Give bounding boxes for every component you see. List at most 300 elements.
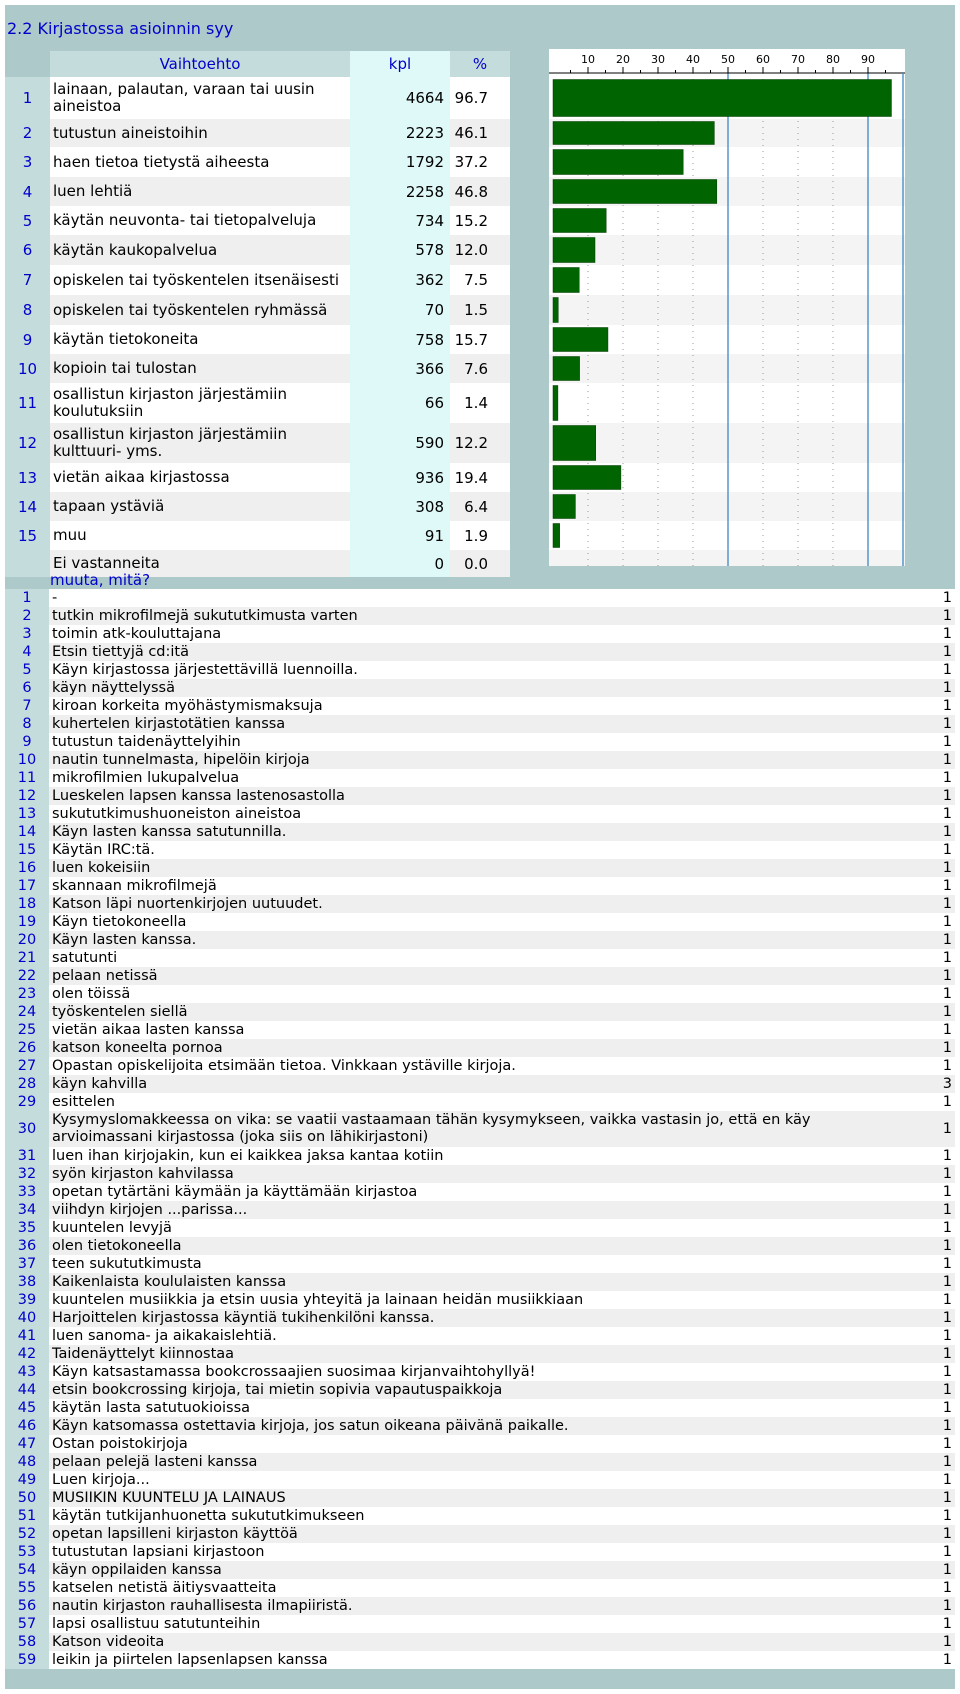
list-item	[5, 1597, 955, 1615]
list-item	[5, 985, 955, 1003]
chart-row-band	[549, 354, 905, 383]
list-item-count: 1	[942, 1400, 952, 1416]
list-item-count: 1	[942, 860, 952, 876]
list-item-count: 1	[942, 1166, 952, 1182]
list-item-text: käyn oppilaiden kanssa	[52, 1562, 222, 1578]
list-item-number: 40	[5, 1309, 49, 1327]
list-item-count: 1	[942, 1454, 952, 1470]
list-item-count: 1	[942, 1256, 952, 1272]
list-item-text: Kysymyslomakkeessa on vika: se vaatii vastaamaan tähän kysymykseen, vaikka vastasin jo, että en käy arvioimassani kirjastossa (joka siis on lähikirjastoni)	[52, 1112, 811, 1145]
list-item-count: 1	[942, 1436, 952, 1452]
list-item-text: olen tietokoneella	[52, 1238, 182, 1254]
list-item-count: 1	[942, 734, 952, 750]
chart-tick-label: 40	[686, 53, 700, 66]
list-item	[5, 1039, 955, 1057]
list-item-text: kuhertelen kirjastotätien kanssa	[52, 716, 286, 732]
row-percent: 15.7	[454, 330, 488, 349]
row-label: käytän tietokoneita	[53, 330, 199, 348]
list-item-text: esittelen	[52, 1094, 115, 1110]
bar-chart	[549, 49, 905, 566]
list-item-text: luen ihan kirjojakin, kun ei kaikkea jaksa kantaa kotiin	[52, 1148, 444, 1164]
list-item-count: 1	[942, 662, 952, 678]
list-item-number: 10	[5, 751, 49, 769]
row-count: 590	[350, 423, 450, 463]
list-item-text: nautin kirjaston rauhallisesta ilmapiiristä.	[52, 1598, 353, 1614]
list-item-number: 43	[5, 1363, 49, 1381]
row-number: 1	[5, 77, 50, 119]
row-percent: 96.7	[454, 89, 488, 107]
list-item-number: 53	[5, 1543, 49, 1561]
list-item-text: satutunti	[52, 950, 118, 966]
list-item-count: 1	[942, 1598, 952, 1614]
list-item	[5, 1327, 955, 1345]
list-item-number: 13	[5, 805, 49, 823]
list-item	[5, 1543, 955, 1561]
chart-bar	[553, 238, 595, 263]
list-item-number: 19	[5, 913, 49, 931]
list-item-text: Käyn lasten kanssa satutunnilla.	[52, 824, 287, 840]
chart-row-band	[549, 492, 905, 521]
header-percent: %	[450, 51, 510, 77]
list-item	[5, 769, 955, 787]
list-item-number: 18	[5, 895, 49, 913]
list-item-text: mikrofilmien lukupalvelua	[52, 770, 240, 786]
row-percent: 12.2	[454, 434, 488, 452]
list-item-number: 48	[5, 1453, 49, 1471]
list-item	[5, 877, 955, 895]
list-item-number: 17	[5, 877, 49, 895]
chart-bar	[553, 209, 606, 233]
list-item-text: Etsin tiettyjä cd:itä	[52, 644, 189, 660]
chart-bar	[553, 357, 580, 381]
list-item-count: 1	[942, 806, 952, 822]
list-item-count: 1	[942, 896, 952, 912]
list-item	[5, 1219, 955, 1237]
list-item-count: 1	[942, 914, 952, 930]
row-label: osallistun kirjaston järjestämiin koulutuksiin	[53, 385, 287, 420]
list-item-count: 1	[942, 932, 952, 948]
list-item	[5, 949, 955, 967]
row-label: haen tietoa tietystä aiheesta	[53, 152, 270, 171]
row-count: 4664	[350, 77, 450, 119]
list-item-count: 1	[942, 1544, 952, 1560]
header-option: Vaihtoehto	[50, 51, 350, 77]
list-item	[5, 1165, 955, 1183]
chart-tick-label: 30	[651, 53, 665, 66]
list-item-count: 1	[942, 752, 952, 768]
list-item-text: katson koneelta pornoa	[52, 1040, 223, 1056]
list-item-number: 36	[5, 1237, 49, 1255]
list-item-count: 1	[942, 626, 952, 642]
page-title: 2.2 Kirjastossa asioinnin syy	[7, 19, 234, 38]
list-item-text: kuuntelen levyjä	[52, 1220, 172, 1236]
list-item-count: 1	[942, 680, 952, 696]
list-item-count: 1	[942, 1364, 952, 1380]
list-item-count: 1	[942, 698, 952, 714]
list-item	[5, 625, 955, 643]
row-count: 2223	[350, 119, 450, 147]
list-item-text: Lueskelen lapsen kanssa lastenosastolla	[52, 788, 345, 804]
list-item-text: luen sanoma- ja aikakaislehtiä.	[52, 1328, 277, 1344]
list-item-count: 1	[942, 788, 952, 804]
list-item-number: 27	[5, 1057, 49, 1075]
list-item	[5, 715, 955, 733]
row-label: opiskelen tai työskentelen itsenäisesti	[53, 270, 340, 289]
row-count: 2258	[350, 177, 450, 206]
list-item-text: etsin bookcrossing kirjoja, tai mietin sopivia vapautuspaikkoja	[52, 1382, 503, 1398]
chart-row-band	[549, 423, 905, 463]
row-percent: 37.2	[454, 153, 488, 171]
list-item	[5, 913, 955, 931]
list-item-count: 1	[942, 1418, 952, 1434]
row-number: 13	[5, 463, 50, 492]
list-item	[5, 931, 955, 949]
list-item	[5, 607, 955, 625]
chart-tick-label: 70	[791, 53, 805, 66]
list-item	[5, 1183, 955, 1201]
list-item-text: syön kirjaston kahvilassa	[52, 1166, 234, 1182]
row-percent: 1.4	[464, 394, 488, 412]
list-item-count: 1	[942, 1094, 952, 1110]
list-item-number: 28	[5, 1075, 49, 1093]
list-item	[5, 1471, 955, 1489]
list-item	[5, 1525, 955, 1543]
chart-tick-label: 50	[721, 53, 735, 66]
list-item-text: opetan tytärtäni käymään ja käyttämään kirjastoa	[52, 1184, 418, 1200]
list-item	[5, 1057, 955, 1075]
list-item-text: olen töissä	[52, 986, 131, 1002]
list-item-count: 1	[942, 878, 952, 894]
list-item-text: Käyn lasten kanssa.	[52, 932, 197, 948]
list-item-text: Käytän IRC:tä.	[52, 842, 155, 858]
list-item-number: 14	[5, 823, 49, 841]
list-item-count: 3	[942, 1076, 952, 1092]
list-item-count: 1	[942, 1274, 952, 1290]
list-item-count: 1	[942, 1382, 952, 1398]
list-item-number: 12	[5, 787, 49, 805]
list-item-text: viihdyn kirjojen ...parissa...	[52, 1202, 248, 1218]
row-percent: 0.0	[464, 554, 488, 573]
list-item-text: työskentelen siellä	[52, 1004, 188, 1020]
list-item-text: opetan lapsilleni kirjaston käyttöä	[52, 1526, 298, 1542]
row-count: 66	[350, 383, 450, 423]
list-item	[5, 859, 955, 877]
list-item-number: 59	[5, 1651, 49, 1669]
list-item-number: 20	[5, 931, 49, 949]
list-item-count: 1	[942, 1004, 952, 1020]
chart-row-band	[549, 295, 905, 325]
list-item-text: Ostan poistokirjoja	[52, 1436, 188, 1452]
chart-bar	[553, 180, 717, 204]
list-item-number: 54	[5, 1561, 49, 1579]
chart-bar	[553, 495, 575, 519]
list-item-number: 39	[5, 1291, 49, 1309]
row-percent: 1.5	[464, 301, 488, 319]
list-item	[5, 1489, 955, 1507]
list-item-text: -	[52, 590, 58, 606]
list-item-count: 1	[942, 608, 952, 624]
list-item	[5, 1147, 955, 1165]
row-number: 12	[5, 423, 50, 463]
list-item	[5, 1003, 955, 1021]
row-number: 15	[5, 521, 50, 550]
row-label: lainaan, palautan, varaan tai uusin aineistoa	[53, 80, 315, 115]
list-item	[5, 1615, 955, 1633]
row-count: 366	[350, 354, 450, 383]
list-item-count: 1	[942, 1220, 952, 1236]
list-item-count: 1	[942, 1634, 952, 1650]
list-item-count: 1	[942, 1310, 952, 1326]
list-item-number: 38	[5, 1273, 49, 1291]
list-item-number: 4	[5, 643, 49, 661]
list-item	[5, 787, 955, 805]
list-item-number: 15	[5, 841, 49, 859]
list-item-number: 30	[5, 1111, 49, 1147]
header-count: kpl	[350, 51, 450, 77]
list-item-text: katselen netistä äitiysvaatteita	[52, 1580, 277, 1596]
list-item-count: 1	[942, 644, 952, 660]
row-number: 9	[5, 325, 50, 354]
list-item	[5, 1291, 955, 1309]
list-item-count: 1	[942, 1238, 952, 1254]
list-item-text: Käyn katsomassa ostettavia kirjoja, jos satun oikeana päivänä paikalle.	[52, 1418, 569, 1434]
list-item-count: 1	[942, 1472, 952, 1488]
chart-bar	[553, 122, 714, 145]
list-item-text: Katson videoita	[52, 1634, 165, 1650]
list-item	[5, 1435, 955, 1453]
list-item-number: 51	[5, 1507, 49, 1525]
list-item-number: 44	[5, 1381, 49, 1399]
list-item	[5, 1453, 955, 1471]
list-item-number: 9	[5, 733, 49, 751]
list-item-number: 24	[5, 1003, 49, 1021]
row-count: 578	[350, 235, 450, 265]
chart-row-band	[549, 383, 905, 423]
row-label: tutustun aineistoihin	[53, 123, 208, 142]
chart-row-band	[549, 550, 905, 566]
list-item	[5, 1381, 955, 1399]
list-item-count: 1	[942, 590, 952, 606]
list-item-count: 1	[942, 1346, 952, 1362]
list-item-text: vietän aikaa lasten kanssa	[52, 1022, 245, 1038]
list-item-count: 1	[942, 1202, 952, 1218]
list-item-number: 33	[5, 1183, 49, 1201]
list-item	[5, 1237, 955, 1255]
other-section-title: muuta, mitä?	[50, 571, 151, 589]
list-item	[5, 1579, 955, 1597]
list-item-text: nautin tunnelmasta, hipelöin kirjoja	[52, 752, 310, 768]
chart-tick-label: 90	[861, 53, 875, 66]
chart-bar	[553, 150, 683, 175]
chart-row-band	[549, 521, 905, 550]
row-number: 2	[5, 119, 50, 147]
list-item-count: 1	[942, 1580, 952, 1596]
list-item-count: 1	[942, 1292, 952, 1308]
list-item	[5, 1651, 955, 1669]
list-item	[5, 679, 955, 697]
list-item	[5, 643, 955, 661]
list-item-count: 1	[942, 1490, 952, 1506]
row-label: opiskelen tai työskentelen ryhmässä	[53, 300, 328, 319]
row-count: 936	[350, 463, 450, 492]
list-item	[5, 841, 955, 859]
chart-bar	[553, 524, 560, 548]
row-percent: 7.6	[464, 359, 488, 378]
list-item-text: kuuntelen musiikkia ja etsin uusia yhteyitä ja lainaan heidän musiikkiaan	[52, 1292, 584, 1308]
list-item-number: 26	[5, 1039, 49, 1057]
chart-bar	[553, 466, 621, 490]
list-item-number: 29	[5, 1093, 49, 1111]
list-item	[5, 1093, 955, 1111]
chart-bar	[553, 328, 608, 352]
list-item	[5, 1345, 955, 1363]
list-item-text: Taidenäyttelyt kiinnostaa	[52, 1346, 235, 1362]
row-number: 11	[5, 383, 50, 423]
list-item-count: 1	[942, 1526, 952, 1542]
chart-tick-label: 10	[581, 53, 595, 66]
list-item-count: 1	[942, 1148, 952, 1164]
list-item-text: toimin atk-kouluttajana	[52, 626, 222, 642]
list-item-text: lapsi osallistuu satutunteihin	[52, 1616, 261, 1632]
list-item-text: leikin ja piirtelen lapsenlapsen kanssa	[52, 1652, 328, 1668]
row-percent: 15.2	[454, 211, 488, 230]
list-item-text: Käyn tietokoneella	[52, 914, 187, 930]
row-label: vietän aikaa kirjastossa	[53, 468, 230, 486]
row-count: 734	[350, 206, 450, 235]
row-percent: 46.1	[454, 124, 488, 142]
list-item	[5, 733, 955, 751]
row-number: 5	[5, 206, 50, 235]
list-item-number: 6	[5, 679, 49, 697]
list-item-number: 32	[5, 1165, 49, 1183]
list-item-number: 52	[5, 1525, 49, 1543]
list-item-number: 56	[5, 1597, 49, 1615]
row-label: osallistun kirjaston järjestämiin kulttuuri- yms.	[53, 425, 287, 460]
row-count: 91	[350, 521, 450, 550]
row-number: 14	[5, 492, 50, 521]
list-item-number: 45	[5, 1399, 49, 1417]
list-item-number: 42	[5, 1345, 49, 1363]
list-item	[5, 1075, 955, 1093]
list-item-number: 2	[5, 607, 49, 625]
list-item-count: 1	[942, 1508, 952, 1524]
list-item	[5, 589, 955, 607]
chart-tick-label: 60	[756, 53, 770, 66]
list-item-text: skannaan mikrofilmejä	[52, 878, 217, 894]
list-item-text: sukututkimushuoneiston aineistoa	[52, 806, 302, 822]
list-item	[5, 967, 955, 985]
chart-tick-label: 80	[826, 53, 840, 66]
row-number: 10	[5, 354, 50, 383]
chart-tick-label: 20	[616, 53, 630, 66]
list-item	[5, 1309, 955, 1327]
row-number: 7	[5, 265, 50, 295]
list-item-text: Luen kirjoja...	[52, 1472, 150, 1488]
list-item-number: 34	[5, 1201, 49, 1219]
row-label: käytän kaukopalvelua	[53, 240, 218, 259]
list-item-count: 1	[942, 986, 952, 1002]
list-item	[5, 1201, 955, 1219]
list-item-number: 11	[5, 769, 49, 787]
list-item-number: 31	[5, 1147, 49, 1165]
row-number	[5, 550, 50, 577]
chart-bar	[553, 268, 579, 293]
row-label: muu	[53, 526, 87, 544]
row-count: 1792	[350, 147, 450, 177]
list-item-number: 37	[5, 1255, 49, 1273]
list-item	[5, 1633, 955, 1651]
list-item-text: Käyn katsastamassa bookcrossaajien suosimaa kirjanvaihtohyllyä!	[52, 1364, 536, 1380]
chart-row-band	[549, 235, 905, 265]
list-item	[5, 1399, 955, 1417]
list-item-number: 58	[5, 1633, 49, 1651]
list-item-text: kiroan korkeita myöhästymismaksuja	[52, 698, 323, 714]
list-item	[5, 823, 955, 841]
list-item-number: 57	[5, 1615, 49, 1633]
row-count: 0	[350, 550, 450, 577]
list-item	[5, 661, 955, 679]
list-item-count: 1	[942, 1040, 952, 1056]
list-item-text: tutkin mikrofilmejä sukututkimusta varten	[52, 608, 358, 624]
list-item	[5, 697, 955, 715]
list-item-text: teen sukututkimusta	[52, 1256, 202, 1272]
list-item-text: käytän tutkijanhuonetta sukututkimukseen	[52, 1508, 365, 1524]
list-item-number: 16	[5, 859, 49, 877]
list-item-number: 47	[5, 1435, 49, 1453]
list-item-count: 1	[942, 1652, 952, 1668]
list-item-text: pelaan pelejä lasteni kanssa	[52, 1454, 258, 1470]
list-item-text: Käyn kirjastossa järjestettävillä luennoilla.	[52, 662, 358, 678]
list-item-number: 41	[5, 1327, 49, 1345]
chart-row-band	[549, 265, 905, 295]
list-item-number: 8	[5, 715, 49, 733]
row-number: 6	[5, 235, 50, 265]
list-item-text: Opastan opiskelijoita etsimään tietoa. Vinkkaan ystäville kirjoja.	[52, 1058, 516, 1074]
list-item-count: 1	[942, 1022, 952, 1038]
chart-bar	[553, 80, 891, 117]
list-item-text: Kaikenlaista koululaisten kanssa	[52, 1274, 287, 1290]
row-count: 70	[350, 295, 450, 325]
list-item-text: käytän lasta satutuokioissa	[52, 1400, 251, 1416]
list-item-text: luen kokeisiin	[52, 860, 151, 876]
list-item	[5, 1021, 955, 1039]
list-item-number: 55	[5, 1579, 49, 1597]
list-item-number: 3	[5, 625, 49, 643]
list-item-number: 49	[5, 1471, 49, 1489]
list-item-count: 1	[942, 1616, 952, 1632]
list-item-text: pelaan netissä	[52, 968, 158, 984]
list-item-count: 1	[942, 1121, 952, 1137]
list-item-count: 1	[942, 1058, 952, 1074]
list-item	[5, 1255, 955, 1273]
list-item-count: 1	[942, 716, 952, 732]
list-item-number: 50	[5, 1489, 49, 1507]
list-item-text: tutustutan lapsiani kirjastoon	[52, 1544, 265, 1560]
list-item-number: 23	[5, 985, 49, 1003]
row-label: tapaan ystäviä	[53, 497, 165, 515]
list-item-text: Katson läpi nuortenkirjojen uutuudet.	[52, 896, 323, 912]
row-number: 4	[5, 177, 50, 206]
list-item-count: 1	[942, 824, 952, 840]
row-count: 308	[350, 492, 450, 521]
list-item-number: 46	[5, 1417, 49, 1435]
survey-page	[5, 5, 955, 1689]
list-item-number: 22	[5, 967, 49, 985]
list-item	[5, 895, 955, 913]
list-item	[5, 751, 955, 769]
list-item-number: 35	[5, 1219, 49, 1237]
chart-bar	[553, 386, 558, 421]
